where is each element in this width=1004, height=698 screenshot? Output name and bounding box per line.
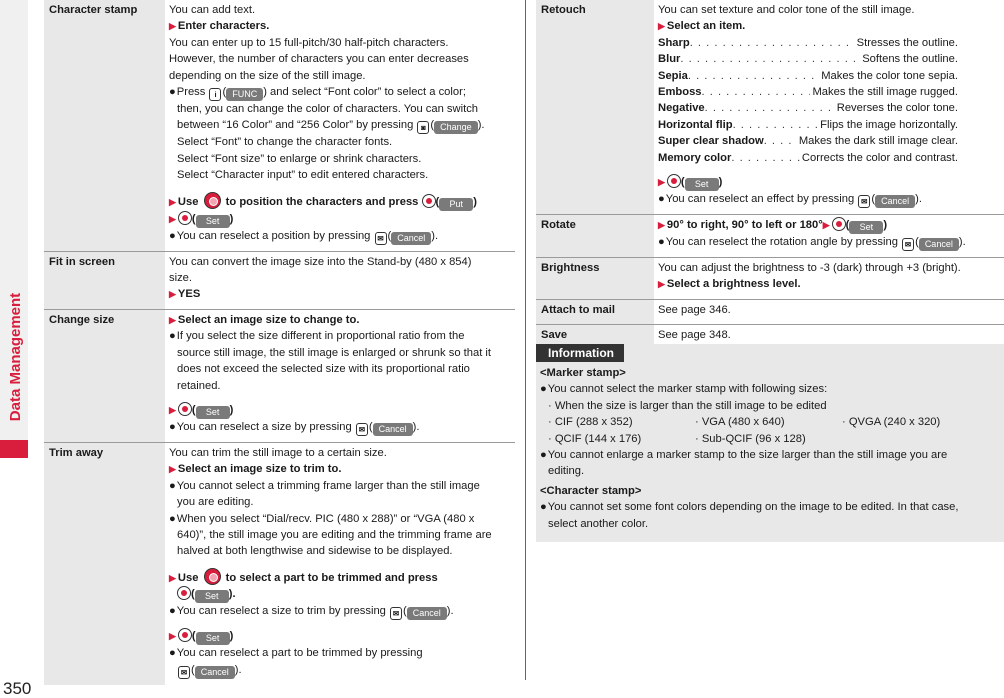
arrow-icon: ▶ bbox=[169, 213, 176, 224]
right-column bbox=[536, 0, 1004, 351]
mail-key-icon: ✉ bbox=[858, 195, 870, 208]
section-side-tab bbox=[0, 0, 28, 458]
page-number: 350 bbox=[3, 679, 32, 698]
row-description: You can set texture and color tone of the still image. ▶ Select an item. Sharp . . . Stresses the outline. Blur . . . Softens the outline. Sepia . . . Makes the color tone sepia. Emboss . . . Makes the still image rugged. Negative . . . Reverses the color tone. Horizontal flip . . . Flips the image horizontally. Super clear shadow . . . Makes the dark still image clear. Memory color . . . Corrects the color and contrast. ▶ ( Set ) ●You can reselect an effect by pressing ✉ ( Cancel ). bbox=[654, 0, 1004, 214]
bullet-icon: ● bbox=[658, 236, 665, 249]
row-description: You can trim the still image to a certain size. ▶ Select an image size to trim to. ●You cannot select a trimming frame larger than the still image you are editing. ●When you select “Dial/recv. PIC (480 x 288)” or “VGA (480 x 640)”, the still image you are editing and the trimming frame are halved at both lengthwise and sidewise to be displayed. ▶ Use to select a part to be trimmed and press ( Set ). ●You can reselect a size to trim by pressing ✉ ( Cancel ). ▶ ( Set ) ●You can reselect a part to be trimmed by pressing ✉ ( Cancel ). bbox=[169, 446, 492, 677]
put-softkey-icon: Put bbox=[439, 198, 473, 211]
arrow-icon: ▶ bbox=[169, 572, 176, 583]
retouch-item-list bbox=[658, 35, 958, 166]
row-trim-away bbox=[44, 443, 515, 685]
row-label: Fit in screen bbox=[44, 252, 165, 309]
row-label: Character stamp bbox=[44, 0, 165, 251]
set-softkey-icon: Set bbox=[196, 406, 230, 419]
row-rotate bbox=[536, 215, 1004, 258]
info-subheading: <Marker stamp> bbox=[540, 367, 626, 379]
section-label: Data Management bbox=[7, 292, 24, 422]
row-label: Save bbox=[536, 325, 654, 349]
arrow-icon: ▶ bbox=[169, 196, 176, 207]
row-description: You can convert the image size into the Stand-by (480 x 854) size. ▶ YES bbox=[169, 255, 472, 301]
list-item: Emboss . . . Makes the still image rugged. bbox=[658, 84, 958, 100]
row-description: ▶ 90° to right, 90° to left or 180°▶ ( Set ) ●You can reselect the rotation angle by pressing ✉ ( Cancel ). bbox=[658, 219, 966, 250]
list-item: Memory color . . . Corrects the color and contrast. bbox=[658, 150, 958, 166]
row-label: Attach to mail bbox=[536, 300, 654, 324]
change-softkey-icon: Change bbox=[434, 121, 478, 134]
cancel-softkey-icon: Cancel bbox=[407, 607, 447, 620]
ok-key-icon bbox=[177, 586, 191, 600]
left-column bbox=[44, 0, 515, 685]
list-item: Super clear shadow . . . Makes the dark still image clear. bbox=[658, 133, 958, 149]
func-softkey-icon: FUNC bbox=[226, 88, 263, 101]
cancel-softkey-icon: Cancel bbox=[875, 195, 915, 208]
row-character-stamp bbox=[44, 0, 515, 252]
list-item: · CIF (288 x 352) bbox=[548, 416, 633, 429]
row-label: Trim away bbox=[44, 443, 165, 685]
bullet-icon: ● bbox=[540, 449, 547, 462]
row-label: Change size bbox=[44, 310, 165, 442]
info-subheading: <Character stamp> bbox=[540, 484, 642, 497]
list-item: · VGA (480 x 640) bbox=[695, 416, 785, 429]
cancel-softkey-icon: Cancel bbox=[195, 666, 235, 679]
arrow-icon: ▶ bbox=[658, 21, 665, 32]
row-description: See page 348. bbox=[658, 329, 731, 342]
bullet-icon: ● bbox=[169, 330, 176, 343]
camera-key-icon: ◙ bbox=[417, 121, 429, 134]
ok-key-icon bbox=[178, 402, 192, 416]
set-softkey-icon: Set bbox=[849, 221, 883, 234]
arrow-icon: ▶ bbox=[658, 279, 665, 290]
list-item: · Sub-QCIF (96 x 128) bbox=[695, 432, 806, 445]
set-softkey-icon: Set bbox=[196, 215, 230, 228]
row-attach-to-mail bbox=[536, 300, 1004, 325]
arrow-icon: ▶ bbox=[658, 177, 665, 188]
set-softkey-icon: Set bbox=[196, 632, 230, 645]
bullet-icon: ● bbox=[540, 383, 547, 396]
row-label: Brightness bbox=[536, 258, 654, 299]
mail-key-icon: ✉ bbox=[390, 607, 402, 620]
row-description: You can add text. ▶ Enter characters. You can enter up to 15 full-pitch/30 half-pitch characters. However, the number of characters you can enter decreases depending on the size of the still image. ●Press i ( FUNC ) and select “Font color” to select a color; then, you can change the color of characters. You can switch between “16 Color” and “256 Color” by pressing ◙ ( Change ). Select “Font” to change the character fonts. Select “Font size” to enlarge or shrink characters. Select “Character input” to edit entered characters. ▶ Use to position the characters and press ( Put ) ▶ ( Set ) ●You can reselect a position by pressing ✉ ( Cancel ). bbox=[169, 4, 485, 243]
row-description: ▶ Select an image size to change to. ●If you select the size different in proportional ratio from the source still image, the still image is enlarged or shrunk so that it does not exceed the selected size with its proportional ratio retained. ▶ ( Set ) ●You can reselect a size by pressing ✉ ( Cancel ). bbox=[169, 313, 492, 434]
cancel-softkey-icon: Cancel bbox=[919, 238, 959, 251]
information-box: Information <Marker stamp> ●You cannot select the marker stamp with following sizes: · When the size is larger than the still image to be edited · CIF (288 x 352) · VGA (480 x 640) · QVGA (240 x 320) · QCIF (144 x 176) · Sub-QCIF (96 x 128) ●You cannot enlarge a marker stamp to the size larger than the still image you are editing. <Character stamp> ●You cannot set some font colors depending on the image to be edited. In that case, select another color. bbox=[536, 344, 1004, 542]
set-softkey-icon: Set bbox=[685, 178, 719, 191]
row-label: Rotate bbox=[536, 215, 654, 257]
bullet-icon: ● bbox=[540, 501, 547, 514]
ok-key-icon bbox=[832, 217, 846, 231]
ok-key-icon bbox=[667, 174, 681, 188]
row-fit-in-screen bbox=[44, 252, 515, 310]
arrow-icon: ▶ bbox=[169, 314, 176, 325]
list-item: Blur . . . Softens the outline. bbox=[658, 51, 958, 67]
menu-key-icon: i bbox=[209, 88, 221, 101]
ok-key-icon bbox=[178, 628, 192, 642]
bullet-icon: ● bbox=[658, 193, 665, 206]
bullet-icon: ● bbox=[169, 512, 176, 525]
bullet-icon: ● bbox=[169, 420, 176, 433]
arrow-icon: ▶ bbox=[169, 464, 176, 475]
bullet-icon: ● bbox=[169, 647, 176, 660]
bullet-icon: ● bbox=[169, 86, 176, 99]
cancel-softkey-icon: Cancel bbox=[391, 232, 431, 245]
navigation-key-icon bbox=[204, 192, 221, 209]
row-description: See page 346. bbox=[658, 303, 731, 316]
row-retouch bbox=[536, 0, 1004, 215]
mail-key-icon: ✉ bbox=[375, 232, 387, 245]
row-change-size bbox=[44, 310, 515, 443]
ok-key-icon bbox=[178, 211, 192, 225]
arrow-icon: ▶ bbox=[169, 631, 176, 642]
bullet-icon: ● bbox=[169, 605, 176, 618]
bullet-icon: ● bbox=[169, 229, 176, 242]
mail-key-icon: ✉ bbox=[356, 423, 368, 436]
mail-key-icon: ✉ bbox=[178, 666, 190, 679]
row-description: You can adjust the brightness to -3 (dark) through +3 (bright). ▶ Select a brightness level. bbox=[658, 262, 961, 291]
arrow-icon: ▶ bbox=[658, 220, 665, 231]
bullet-icon: ● bbox=[169, 479, 176, 492]
arrow-icon: ▶ bbox=[169, 404, 176, 415]
row-brightness bbox=[536, 258, 1004, 300]
column-divider bbox=[525, 0, 526, 680]
list-item: Sharp . . . Stresses the outline. bbox=[658, 35, 958, 51]
mail-key-icon: ✉ bbox=[902, 238, 914, 251]
arrow-icon: ▶ bbox=[169, 289, 176, 300]
arrow-icon: ▶ bbox=[822, 220, 830, 231]
navigation-key-icon bbox=[204, 568, 221, 585]
set-softkey-icon: Set bbox=[195, 590, 229, 603]
information-header: Information bbox=[536, 344, 624, 362]
section-marker bbox=[0, 440, 28, 458]
cancel-softkey-icon: Cancel bbox=[373, 423, 413, 436]
row-label: Retouch bbox=[536, 0, 654, 214]
list-item: Sepia . . . Makes the color tone sepia. bbox=[658, 68, 958, 84]
list-item: · QCIF (144 x 176) bbox=[548, 432, 642, 445]
list-item: · QVGA (240 x 320) bbox=[842, 416, 941, 429]
ok-key-icon bbox=[422, 194, 436, 208]
arrow-icon: ▶ bbox=[169, 21, 176, 32]
list-item: Horizontal flip . . . Flips the image horizontally. bbox=[658, 117, 958, 133]
list-item: Negative . . . Reverses the color tone. bbox=[658, 100, 958, 116]
